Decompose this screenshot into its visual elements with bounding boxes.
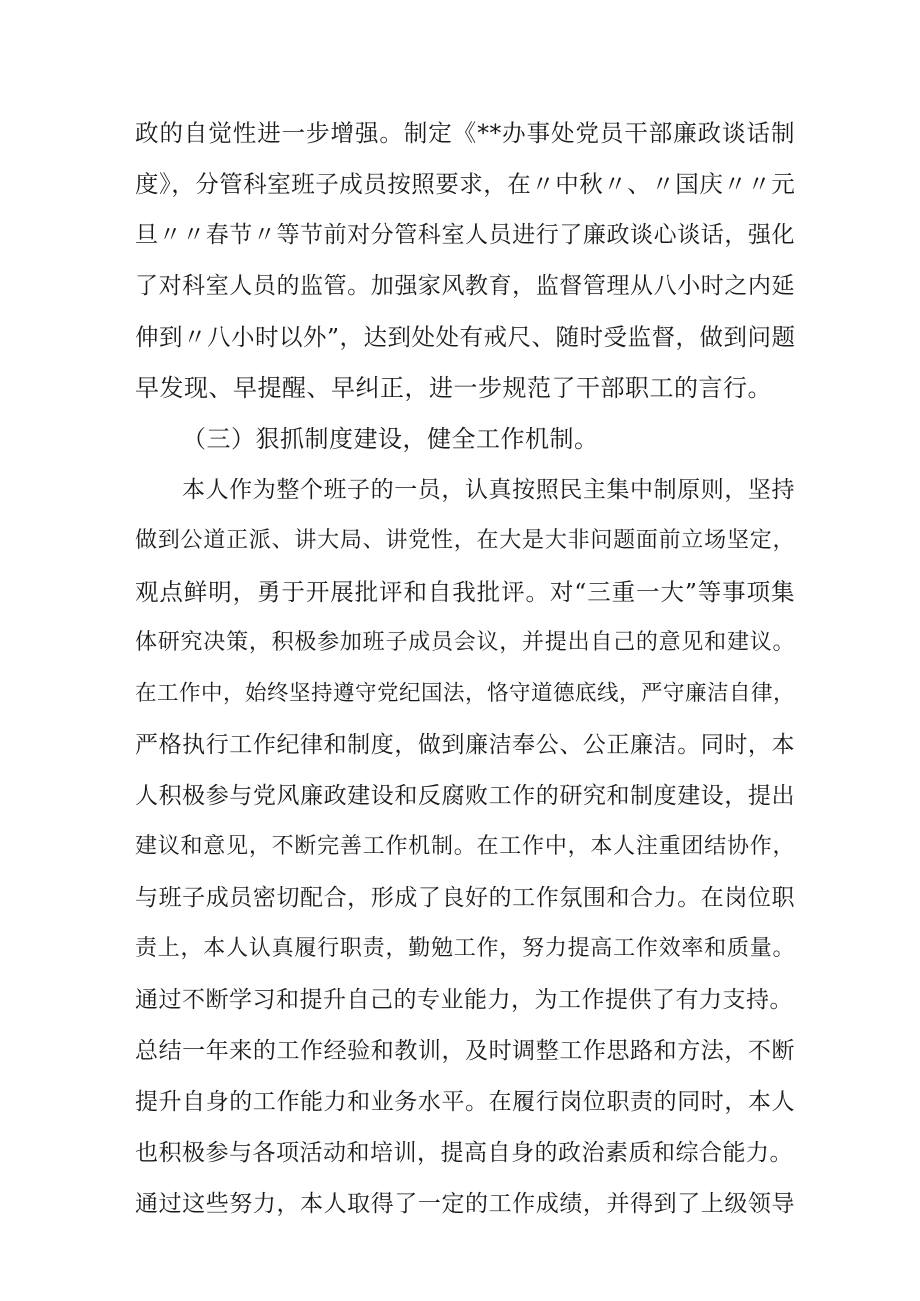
paragraph-line: 总结一年来的工作经验和教训，及时调整工作思路和方法，不断 xyxy=(135,1038,795,1064)
paragraph-line: 提升自身的工作能力和业务水平。在履行岗位职责的同时，本人 xyxy=(135,1089,795,1115)
paragraph-line: 政的自觉性进一步增强。制定《**办事处党员干部廉政谈话制 xyxy=(135,119,795,147)
paragraph-line: 也积极参与各项活动和培训，提高自身的政治素质和综合能力。 xyxy=(135,1140,793,1166)
paragraph-line: 旦〃〃春节〃等节前对分管科室人员进行了廉政谈心谈话，强化 xyxy=(135,222,795,248)
paragraph-line: 体研究决策，积极参加班子成员会议，并提出自己的意见和建议。 xyxy=(135,630,795,655)
paragraph-line: 建议和意见，不断完善工作机制。在工作中，本人注重团结协作， xyxy=(135,834,795,859)
paragraph-line: 早发现、早提醒、早纠正，进一步规范了干部职工的言行。 xyxy=(135,374,772,402)
paragraph-line: 责上，本人认真履行职责，勤勉工作，努力提高工作效率和质量。 xyxy=(135,936,795,961)
paragraph-line: 伸到〃八小时以外”，达到处处有戒尺、随时受监督，做到问题 xyxy=(135,323,796,351)
paragraph-line: 观点鲜明，勇于开展批评和自我批评。对“三重一大”等事项集 xyxy=(135,578,795,606)
paragraph-line: 严格执行工作纪律和制度，做到廉洁奉公、公正廉洁。同时，本 xyxy=(135,732,795,758)
paragraph-line: 本人作为整个班子的一员，认真按照民主集中制原则，坚持 xyxy=(182,477,795,503)
paragraph-line: 度》，分管科室班子成员按照要求，在〃中秋〃、〃国庆〃〃元 xyxy=(135,170,796,198)
paragraph-line: 在工作中，始终坚持遵守党纪国法，恪守道德底线，严守廉洁自律， xyxy=(135,681,796,706)
paragraph-line: 了对科室人员的监管。加强家风教育，监督管理从八小时之内延 xyxy=(135,273,795,299)
paragraph-line: 通过这些努力，本人取得了一定的工作成绩，并得到了上级领导 xyxy=(135,1191,795,1217)
paragraph-line: 与班子成员密切配合，形成了良好的工作氛围和合力。在岗位职 xyxy=(135,885,795,911)
paragraph-line: 人积极参与党风廉政建设和反腐败工作的研究和制度建设，提出 xyxy=(135,783,795,809)
section-heading: （三）狠抓制度建设，健全工作机制。 xyxy=(182,425,599,453)
paragraph-line: 通过不断学习和提升自己的专业能力，为工作提供了有力支持。 xyxy=(135,987,793,1013)
paragraph-line: 做到公道正派、讲大局、讲党性，在大是大非问题面前立场坚定， xyxy=(135,528,795,553)
